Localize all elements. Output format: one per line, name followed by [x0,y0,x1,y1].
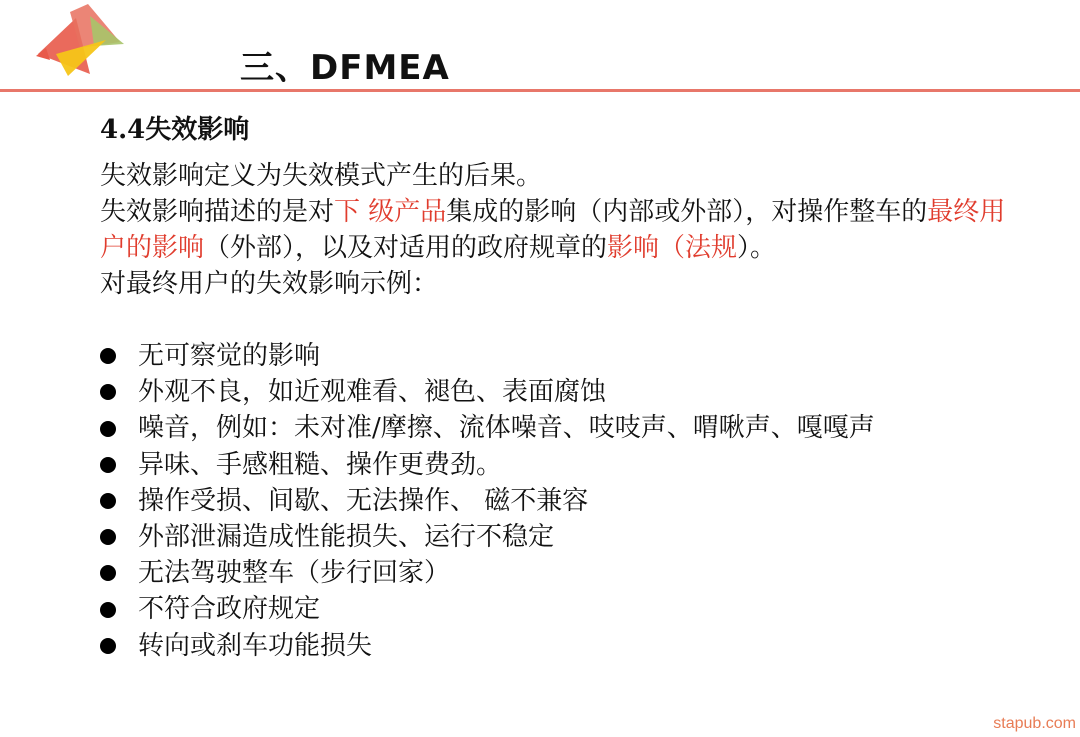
description-text-4: ）。 [737,233,777,263]
list-item [100,410,875,446]
body-text [100,158,1020,302]
list-item [100,447,875,483]
definition-line: 失效影响定义为失效模式产生的后果。 [100,161,543,191]
list-item-text: 外部泄漏造成性能损失、运行不稳定 [138,522,555,553]
list-item-text: 操作受损、间歇、无法操作、 磁不兼容 [138,485,589,516]
bullet-icon [100,493,116,509]
description-paragraph [100,194,1020,266]
list-item [100,374,875,410]
list-item-text: 异味、手感粗糙、操作更费劲。 [138,449,503,480]
list-item-text: 不符合政府规定 [138,594,321,625]
bullet-icon [100,421,116,437]
bullet-icon [100,529,116,545]
effects-list [100,338,875,664]
examples-intro: 对最终用户的失效影响示例： [100,269,439,299]
list-item-text: 转向或刹车功能损失 [138,630,373,661]
description-text-2: 集成的影响（内部或外部），对操作整车的 [446,197,928,227]
bullet-icon [100,348,116,364]
list-item [100,519,875,555]
bullet-icon [100,384,116,400]
highlight-regulation: 影响（法规 [607,233,738,263]
bullet-icon [100,638,116,654]
bullet-icon [100,602,116,618]
list-item-text: 无可察觉的影响 [138,341,321,371]
logo-triangles-icon [28,4,128,78]
watermark: stapub.com [993,715,1076,732]
bullet-icon [100,457,116,473]
list-item-text: 噪音，例如：未对准/摩擦、流体噪音、吱吱声、喟啾声、嘎嘎声 [138,413,875,444]
list-item [100,338,875,374]
list-item [100,628,875,664]
description-text-3: （外部），以及对适用的政府规章的 [204,233,608,263]
list-item [100,591,875,627]
highlight-end-user: 最终用户的影响 [100,197,1006,263]
description-text-1: 失效影响描述的是对 [100,197,335,227]
list-item-text: 外观不良，如近观难看、褪色、表面腐蚀 [138,377,607,408]
highlight-lower-level: 下 级产品 [334,197,447,227]
list-item [100,555,875,591]
slide-title: 三、DFMEA [240,48,450,88]
bullet-icon [100,565,116,581]
list-item-text: 无法驾驶整车（步行回家） [138,558,451,589]
section-heading: 4.4失效影响 [100,115,250,145]
title-divider [0,89,1080,92]
list-item [100,483,875,519]
